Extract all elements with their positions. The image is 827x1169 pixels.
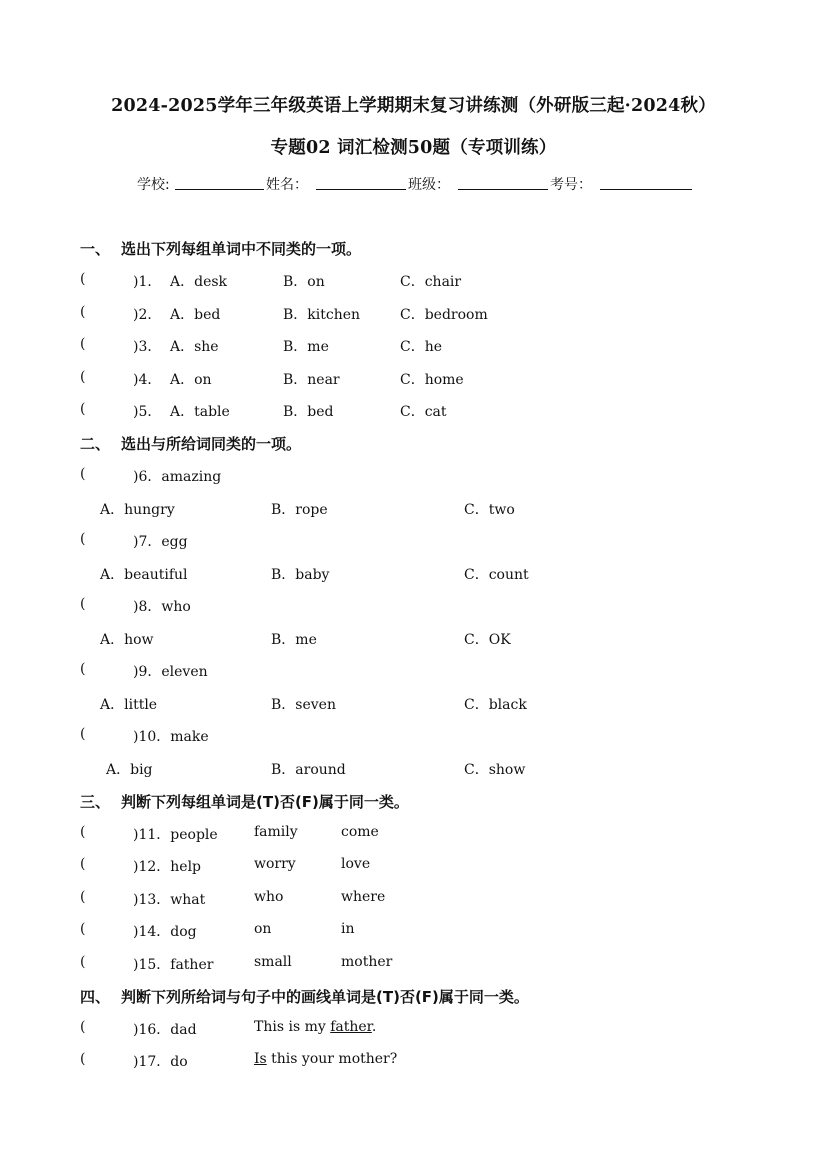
option-a: A．how bbox=[100, 632, 154, 648]
option-c: C．show bbox=[464, 762, 526, 778]
option-b: B．near bbox=[283, 372, 340, 388]
section2-number: 二、 bbox=[80, 435, 111, 453]
section4-number: 四、 bbox=[80, 988, 111, 1006]
question-stem: )14．dog bbox=[133, 924, 197, 940]
option-b: B．bed bbox=[283, 404, 334, 420]
section1-heading: 选出下列每组单词中不同类的一项。 bbox=[121, 240, 362, 258]
question-number: )2． bbox=[133, 307, 162, 323]
answer-paren[interactable]: ( bbox=[80, 661, 86, 677]
answer-paren[interactable]: ( bbox=[80, 889, 86, 905]
answer-paren[interactable]: ( bbox=[80, 466, 86, 482]
option-b: B．kitchen bbox=[283, 307, 361, 323]
school-field[interactable] bbox=[175, 175, 264, 194]
answer-paren[interactable]: ( bbox=[80, 401, 86, 417]
question-number: )1． bbox=[133, 274, 162, 290]
answer-paren[interactable]: ( bbox=[80, 824, 86, 840]
word-3: mother bbox=[341, 954, 393, 970]
option-c: C．OK bbox=[464, 632, 511, 648]
word-3: come bbox=[341, 824, 379, 840]
option-b: B．rope bbox=[271, 502, 328, 518]
section3-heading: 判断下列每组单词是(T)否(F)属于同一类。 bbox=[121, 793, 409, 811]
answer-paren[interactable]: ( bbox=[80, 726, 86, 742]
question-stem: )15．father bbox=[133, 957, 214, 973]
question-stem: )10．make bbox=[133, 729, 209, 745]
question-stem: )12．help bbox=[133, 859, 202, 875]
sentence-start: This is my bbox=[254, 1019, 331, 1035]
option-a: A．bed bbox=[170, 307, 221, 323]
word-2: worry bbox=[254, 856, 296, 872]
question-number: )5． bbox=[133, 404, 162, 420]
answer-paren[interactable]: ( bbox=[80, 271, 86, 287]
class-label: 班级： bbox=[408, 177, 450, 193]
name-field[interactable] bbox=[316, 175, 406, 194]
option-a: A．beautiful bbox=[100, 567, 188, 583]
option-b: B．baby bbox=[271, 567, 330, 583]
option-a: A．big bbox=[106, 762, 153, 778]
option-c: C．black bbox=[464, 697, 527, 713]
sentence bbox=[254, 1019, 376, 1035]
question-number: )4． bbox=[133, 372, 162, 388]
option-b: B．seven bbox=[271, 697, 336, 713]
word-3: in bbox=[341, 921, 355, 937]
exam-number-field[interactable] bbox=[600, 175, 692, 194]
answer-paren[interactable]: ( bbox=[80, 1019, 86, 1035]
sentence bbox=[254, 1051, 397, 1067]
option-b: B．on bbox=[283, 274, 325, 290]
question-stem: )9．eleven bbox=[133, 664, 208, 680]
word-2: on bbox=[254, 921, 272, 937]
word-2: family bbox=[254, 824, 298, 840]
option-b: B．me bbox=[283, 339, 329, 355]
question-stem: )7．egg bbox=[133, 534, 188, 550]
option-a: A．table bbox=[170, 404, 230, 420]
underlined-word: Is bbox=[254, 1051, 267, 1067]
option-b: B．me bbox=[271, 632, 317, 648]
answer-paren[interactable]: ( bbox=[80, 921, 86, 937]
section3-number: 三、 bbox=[80, 793, 111, 811]
question-stem: )17．do bbox=[133, 1054, 188, 1070]
question-number: )3． bbox=[133, 339, 162, 355]
word-2: small bbox=[254, 954, 292, 970]
exam-number-label: 考号： bbox=[550, 177, 592, 193]
option-c: C．he bbox=[400, 339, 443, 355]
option-a: A．little bbox=[100, 697, 158, 713]
name-label: 姓名： bbox=[266, 177, 308, 193]
answer-paren[interactable]: ( bbox=[80, 304, 86, 320]
word-2: who bbox=[254, 889, 284, 905]
underlined-word: father bbox=[330, 1019, 372, 1035]
question-stem: )16．dad bbox=[133, 1022, 197, 1038]
option-c: C．chair bbox=[400, 274, 462, 290]
option-a: A．on bbox=[170, 372, 212, 388]
option-c: C．bedroom bbox=[400, 307, 488, 323]
word-3: love bbox=[341, 856, 371, 872]
document-subtitle: 专题02 词汇检测50题（专项训练） bbox=[270, 138, 557, 158]
question-stem: )6．amazing bbox=[133, 469, 222, 485]
answer-paren[interactable]: ( bbox=[80, 1051, 86, 1067]
school-label: 学校: bbox=[137, 177, 170, 193]
section1-number: 一、 bbox=[80, 240, 111, 258]
answer-paren[interactable]: ( bbox=[80, 531, 86, 547]
sentence-end: this your mother? bbox=[266, 1051, 398, 1067]
option-c: C．count bbox=[464, 567, 529, 583]
class-field[interactable] bbox=[458, 175, 548, 194]
answer-paren[interactable]: ( bbox=[80, 369, 86, 385]
sentence-end: . bbox=[371, 1019, 377, 1035]
option-c: C．cat bbox=[400, 404, 447, 420]
section4-heading: 判断下列所给词与句子中的画线单词是(T)否(F)属于同一类。 bbox=[121, 988, 529, 1006]
option-a: A．she bbox=[170, 339, 219, 355]
answer-paren[interactable]: ( bbox=[80, 596, 86, 612]
question-stem: )13．what bbox=[133, 892, 206, 908]
word-3: where bbox=[341, 889, 386, 905]
option-a: A．hungry bbox=[100, 502, 175, 518]
option-c: C．home bbox=[400, 372, 464, 388]
option-a: A．desk bbox=[170, 274, 228, 290]
answer-paren[interactable]: ( bbox=[80, 954, 86, 970]
question-stem: )8．who bbox=[133, 599, 191, 615]
answer-paren[interactable]: ( bbox=[80, 856, 86, 872]
answer-paren[interactable]: ( bbox=[80, 336, 86, 352]
section2-heading: 选出与所给词同类的一项。 bbox=[121, 435, 302, 453]
document-title: 2024-2025学年三年级英语上学期期末复习讲练测（外研版三起·2024秋） bbox=[111, 96, 716, 116]
option-c: C．two bbox=[464, 502, 515, 518]
question-stem: )11．people bbox=[133, 827, 218, 843]
option-b: B．around bbox=[271, 762, 346, 778]
